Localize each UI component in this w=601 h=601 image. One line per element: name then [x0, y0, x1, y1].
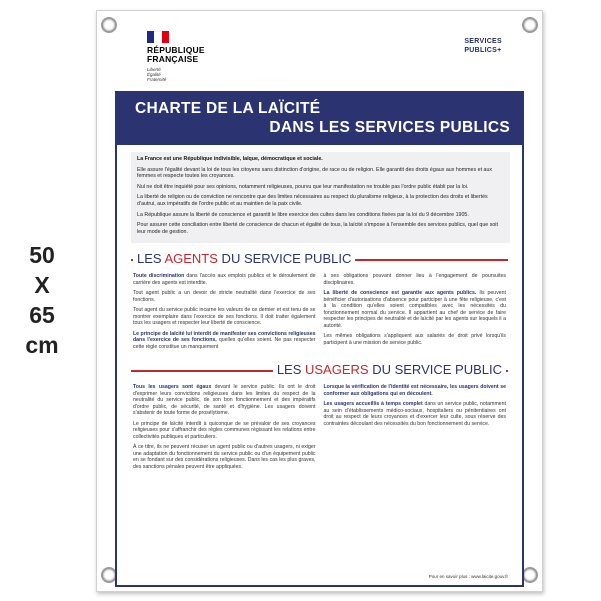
paragraph-bold: Lorsque la vérification de l'identité est nécessaire, les usagers doivent se conformer aux obligations qui en découlent. — [323, 384, 506, 397]
paragraph-text: à ses obligations pouvant donner lieu à l'engagement de poursuites disciplinaires. — [323, 273, 506, 286]
paragraph — [137, 167, 504, 180]
grommet-icon — [101, 17, 117, 33]
rf-motto — [147, 67, 217, 82]
paragraph-bold: Le principe de laïcité lui interdit de manifester ses convictions religieuses dans l'exercice de ses fonctions, — [133, 330, 316, 344]
title-part: LES — [276, 362, 305, 378]
french-flag-icon — [147, 31, 169, 43]
usagers-right-column — [324, 384, 507, 474]
size-label — [14, 240, 70, 360]
title-part: DU SERVICE PUBLIC — [217, 251, 352, 267]
usagers-section-header — [131, 360, 508, 380]
paragraph — [133, 273, 316, 286]
paragraph — [133, 331, 316, 351]
motto-line: Liberté — [147, 67, 161, 72]
paragraph — [137, 194, 504, 207]
paragraph-bold: La France est une République indivisible, laïque, démocratique et sociale. — [137, 156, 323, 162]
agents-left-column — [133, 273, 316, 354]
paragraph — [137, 222, 504, 235]
footer-link-text: Pour en savoir plus : www.laicite.gouv.fr — [428, 574, 508, 579]
paragraph — [133, 307, 316, 327]
sp-line: SERVICES — [464, 38, 502, 45]
sp-line: PUBLICS+ — [464, 47, 502, 54]
paragraph — [133, 444, 316, 470]
paragraph-text: Nul ne doit être inquiété pour ses opinions, notamment religieuses, pourvu que leur manifestation ne trouble pas l'ordre public établi par la loi. — [137, 183, 469, 190]
paragraph-text: Tout agent public a un devoir de stricte neutralité dans l'exercice de ses fonctions. — [133, 290, 316, 303]
paragraph — [133, 421, 316, 441]
size-width: 50 — [29, 242, 55, 268]
paragraph-text: Les mêmes obligations s'appliquent aux salariés de droit privé lorsqu'ils participent à une mission de service public. — [323, 333, 506, 346]
grommet-icon — [522, 567, 538, 583]
paragraph-text: La République assure la liberté de conscience et garantit le libre exercice des cultes dans les conditions fixées par la loi du 9 décembre 1905. — [137, 211, 469, 218]
paragraph — [324, 384, 507, 397]
paragraph-text: Tout agent du service public incarne les valeurs de ce dernier et est tenu de se montrer exemplaire dans l'exercice de ses fonctions. Il doit traiter également tous les usagers et respecter leur liberté de conscience. — [133, 307, 316, 327]
motto-line: Égalité — [147, 72, 161, 77]
agents-right-column — [324, 273, 507, 354]
size-height: 65 — [29, 302, 55, 328]
paragraph — [324, 290, 507, 329]
paragraph — [324, 273, 507, 286]
rf-name-line: RÉPUBLIQUE — [147, 45, 205, 55]
paragraph-bold: Toute discrimination — [133, 273, 185, 280]
paragraph-text: quelles qu'elles soient. Ne pas respecter cette règle constitue un manquement — [133, 337, 316, 350]
paragraph — [137, 184, 504, 191]
usagers-columns — [133, 384, 506, 474]
services-publics-logo — [464, 37, 502, 55]
paragraph-text: À ce titre, ils ne peuvent récuser un agent public ou d'autres usagers, ni exiger une adaptation du fonctionnement du service public ou d'un équipement public en se fondant sur des considérations religieuses. Dans les cas les plus graves, des sanctions pénales peuvent être appliquées. — [133, 444, 316, 470]
charter-title — [117, 93, 522, 145]
paragraph-text: dans un service public, notamment au sein d'établissements médico-sociaux, hospitaliers ou pénitentiaires ont droit au respect de leurs croyances et d'exercer leur culte, sous réserve des contraintes découlant des nécessités du bon fonctionnement du service. — [323, 401, 506, 427]
rf-name-line: FRANÇAISE — [147, 54, 199, 64]
title-line-2: DANS LES SERVICES PUBLICS — [269, 119, 510, 136]
paragraph-text: devant le service public. Ils ont le droit d'exprimer leurs convictions religieuses dans les limites du respect de la neutralité du service public, de son bon fonctionnement et des impératifs d'ordre public, de sécurité, de santé et d'hygiène. Les usagers doivent s'abstenir de toute forme de prosélytisme. — [133, 384, 316, 417]
size-unit: cm — [25, 332, 59, 358]
intro-block — [131, 152, 510, 243]
title-part: DU SERVICE PUBLIC — [368, 362, 502, 378]
size-separator: X — [34, 272, 50, 298]
paragraph-text: Ils peuvent bénéficier d'autorisations d'absence pour participer à une fête religieuse, c'est à la condition qu'elles soient compatibles avec les nécessités du fonctionnement normal du service. Il appartient au chef de service de faire respecter les principes de neutralité et de laïcité par les agents sur lesquels il a autorité. — [323, 290, 507, 329]
paragraph-text: Pour assurer cette conciliation entre liberté de conscience de chacun et égalité de tous, la laïcité s'impose à l'ensemble des services publics, quel que soit leur mode de gestion. — [137, 222, 498, 235]
paragraph-bold: Les usagers accueillis à temps complet — [323, 401, 423, 408]
agents-section-header — [131, 249, 508, 269]
title-part: LES — [137, 251, 165, 267]
paragraph-bold: Tous les usagers sont égaux — [133, 384, 212, 391]
paragraph-text: Le principe de laïcité interdit à quiconque de se prévaloir de ses croyances religieuses pour s'affranchir des règles communes régissant les relations entre collectivités publiques et particuliers. — [133, 420, 316, 440]
charter-frame — [115, 91, 524, 587]
paragraph — [324, 401, 507, 427]
title-emphasis: AGENTS — [164, 251, 218, 267]
paragraph — [133, 290, 316, 303]
paragraph — [137, 212, 504, 219]
paragraph-text: La liberté de religion ou de conviction ne rencontre que des limites nécessaires au respect du pluralisme religieux, à la protection des droits et libertés d'autrui, aux impératifs de l'ordre public et au maintien de la paix civile. — [137, 194, 488, 207]
republique-francaise-logo — [147, 31, 217, 82]
agents-columns — [133, 273, 506, 354]
usagers-left-column — [133, 384, 316, 474]
paragraph-text: dans l'accès aux emplois publics et le déroulement de carrière des agents est interdite. — [133, 273, 316, 286]
title-emphasis: USAGERS — [305, 362, 369, 378]
paragraph — [133, 384, 316, 417]
paragraph — [324, 333, 507, 346]
paragraph-text: Elle assure l'égalité devant la loi de tous les citoyens sans distinction d'origine, de race ou de religion. Elle garantit des droits égaux aux hommes et aux femmes et respecte toutes les croyances. — [137, 166, 493, 180]
title-line-1: CHARTE DE LA LAÏCITÉ — [135, 100, 321, 117]
usagers-section-title — [273, 362, 506, 377]
paragraph — [137, 156, 504, 163]
poster-panel — [96, 10, 543, 592]
agents-section-title — [133, 251, 355, 266]
grommet-icon — [522, 17, 538, 33]
paragraph-bold: La liberté de conscience est garantie aux agents publics. — [323, 290, 477, 297]
motto-line: Fraternité — [147, 77, 167, 82]
